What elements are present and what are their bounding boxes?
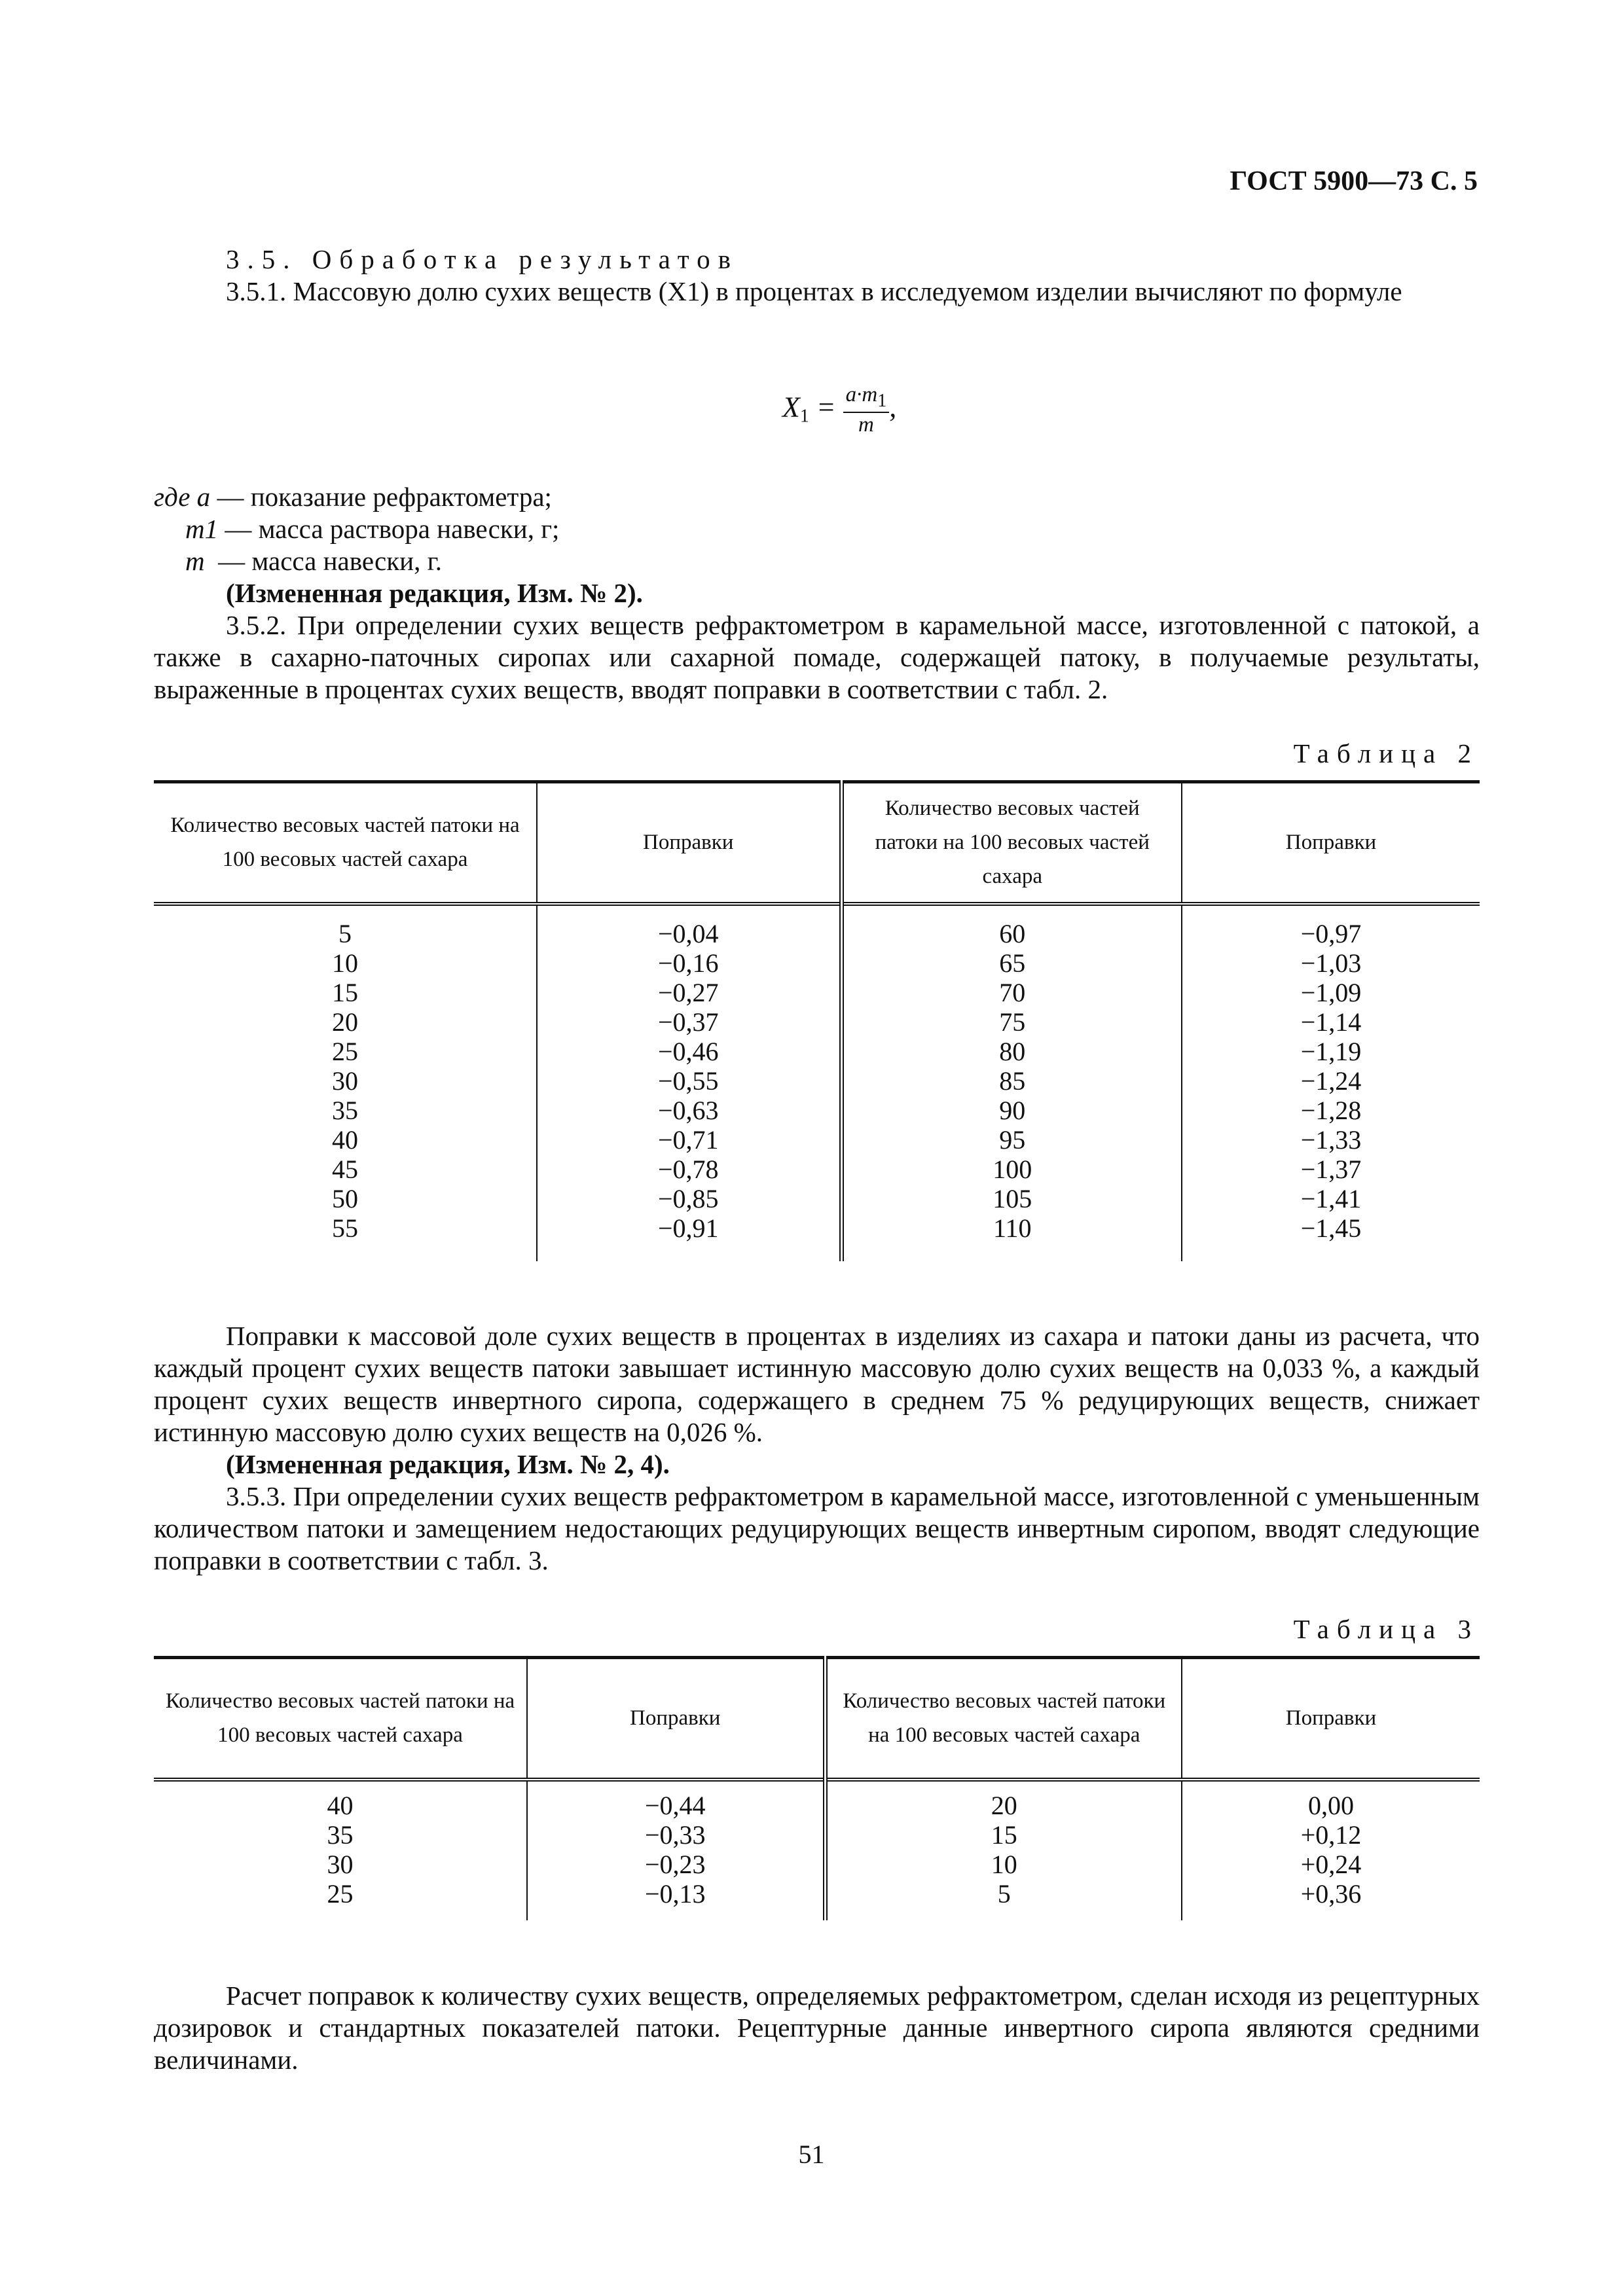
definition-text: — масса раствора навески, г; [218, 514, 560, 544]
table-spacer-row [154, 1909, 1480, 1920]
table-cell: −0,91 [537, 1213, 841, 1243]
table-row [154, 1155, 1480, 1184]
table-cell: 30 [154, 1850, 527, 1879]
definition-text: — показание рефрактометра; [210, 482, 552, 512]
table-cell: 10 [154, 948, 537, 978]
table-cell: −1,19 [1300, 1036, 1362, 1066]
table-cell: −0,63 [537, 1096, 841, 1125]
table-2-caption: Таблица 2 [1293, 738, 1479, 768]
table-row [154, 1879, 1480, 1909]
table-cell: 85 [841, 1066, 1182, 1096]
spacer-cell [1182, 1780, 1480, 1791]
table-cell: +0,24 [1300, 1849, 1362, 1879]
spacer-cell [537, 904, 841, 919]
definition-symbol: m1 [185, 514, 219, 544]
table-cell: −0,71 [537, 1125, 841, 1155]
table-cell: −1,24 [1300, 1066, 1362, 1096]
table-cell: 65 [841, 948, 1182, 978]
paragraph-3-5-3: 3.5.3. При определении сухих веществ рефрактометром в карамельной массе, изготовленной с уменьшенным количеством патоки и замещением недостающих редуцирующих веществ инвертным сиропом, вводят следующие поправки в соответствии с табл. 3. [154, 1481, 1480, 1575]
column-header: Поправки [1182, 782, 1480, 904]
table-row [154, 978, 1480, 1007]
table-cell: −0,44 [527, 1791, 825, 1820]
table-spacer-row [154, 1780, 1480, 1791]
formula-equals: = [816, 391, 836, 423]
table-cell: 25 [154, 1879, 527, 1909]
table-row [154, 1066, 1480, 1096]
table-2-body [154, 904, 1480, 1261]
table-cell: 20 [825, 1791, 1182, 1820]
spacer-cell [537, 1243, 841, 1261]
table-cell: −0,33 [527, 1820, 825, 1850]
table-cell: 5 [825, 1879, 1182, 1909]
table-cell: 90 [841, 1096, 1182, 1125]
table-row [154, 1850, 1480, 1879]
table-cell: 55 [154, 1213, 537, 1243]
table-cell: 35 [154, 1096, 537, 1125]
table-cell: −1,37 [1300, 1154, 1362, 1184]
table-cell: 0,00 [1308, 1790, 1354, 1820]
table-cell: −0,13 [527, 1879, 825, 1909]
table-row [154, 1820, 1480, 1850]
table-row [154, 1213, 1480, 1243]
table-3-caption: Таблица 3 [1293, 1614, 1479, 1644]
spacer-cell [1182, 1243, 1480, 1261]
spacer-cell [841, 1243, 1182, 1261]
formula-denominator: m [858, 413, 874, 437]
page-number: 51 [798, 2140, 825, 2169]
table-cell: 15 [154, 978, 537, 1007]
table-cell: −1,41 [1300, 1183, 1362, 1213]
table-spacer-row [154, 904, 1480, 919]
table-spacer-row [154, 1243, 1480, 1261]
table-cell: −0,97 [1300, 918, 1362, 948]
section-3-5 [154, 243, 1480, 308]
spacer-cell [527, 1780, 825, 1791]
definition-text: — масса навески, г. [204, 546, 443, 576]
column-header: Поправки [1182, 1658, 1480, 1780]
formula-num-text: a·m [845, 383, 878, 406]
final-section [154, 1980, 1480, 2076]
table-cell: −1,09 [1300, 977, 1362, 1007]
table-cell: −0,23 [527, 1850, 825, 1879]
table-row [154, 919, 1480, 948]
formula [782, 383, 896, 437]
table-cell: −0,04 [537, 919, 841, 948]
column-header: Количество весовых частей патоки на 100 весовых частей сахара [154, 782, 537, 904]
table-cell: −0,55 [537, 1066, 841, 1096]
table-cell: −0,78 [537, 1155, 841, 1184]
column-header: Поправки [537, 782, 841, 904]
definition-symbol: m [185, 546, 205, 576]
section-title: 3.5. Обработка результатов [226, 244, 739, 274]
formula-lhs: X [782, 391, 800, 423]
spacer-cell [825, 1909, 1182, 1920]
table-3-body [154, 1780, 1480, 1920]
table-header-row [154, 782, 1480, 904]
table-cell: −1,28 [1300, 1095, 1362, 1125]
table-cell: 20 [154, 1007, 537, 1037]
table-cell: 75 [841, 1007, 1182, 1037]
spacer-cell [154, 1909, 527, 1920]
table-cell: 35 [154, 1820, 527, 1850]
table-row [154, 1007, 1480, 1037]
spacer-cell [1182, 904, 1480, 919]
table-cell: −0,16 [537, 948, 841, 978]
table-cell: −0,27 [537, 978, 841, 1007]
table-cell: 10 [825, 1850, 1182, 1879]
table-row [154, 1184, 1480, 1213]
table-row [154, 1096, 1480, 1125]
table-cell: 15 [825, 1820, 1182, 1850]
definitions [154, 481, 559, 577]
column-header: Количество весовых частей патоки на 100 весовых частей сахара [825, 1658, 1182, 1780]
table-cell: 5 [154, 919, 537, 948]
paragraph-3-5-2: 3.5.2. При определении сухих веществ рефрактометром в карамельной массе, изготовленной с патокой, а также в сахарно-паточных сиропах или сахарной помаде, содержащей патоку, в получаемые результаты, выраженные в процентах сухих веществ, вводят поправки в соответствии с табл. 2. [154, 610, 1480, 704]
section-after-table-2 [154, 1320, 1480, 1577]
formula-lhs-sub: 1 [799, 406, 809, 427]
table-cell: +0,12 [1300, 1820, 1362, 1850]
formula-fraction [843, 383, 890, 437]
formula-num-sub: 1 [877, 391, 887, 411]
table-cell: 105 [841, 1184, 1182, 1213]
spacer-cell [154, 1243, 537, 1261]
section-3-5-2 [154, 577, 1480, 706]
column-header: Количество весовых частей патоки на 100 весовых частей сахара [154, 1658, 527, 1780]
table-row [154, 1791, 1480, 1820]
paragraph-3-5-1: 3.5.1. Массовую долю сухих веществ (X1) в процентах в исследуемом изделии вычисляют по формуле [226, 276, 1402, 306]
formula-tail: , [889, 391, 897, 423]
table-cell: 80 [841, 1037, 1182, 1066]
definition-row [154, 513, 559, 545]
edit-note: (Измененная редакция, Изм. № 2, 4). [226, 1449, 670, 1479]
paragraph-final: Расчет поправок к количеству сухих веществ, определяемых рефрактометром, сделан исходя из рецептурных дозировок и стандартных показателей патоки. Рецептурные данные инвертного сиропа являются средними величинами. [154, 1981, 1480, 2075]
table-cell: 30 [154, 1066, 537, 1096]
table-cell: −1,33 [1300, 1124, 1362, 1155]
table-header-row [154, 1658, 1480, 1780]
table-3 [154, 1656, 1480, 1920]
table-cell: 40 [154, 1125, 537, 1155]
table-row [154, 1125, 1480, 1155]
table-cell: 45 [154, 1155, 537, 1184]
table-cell: −1,14 [1300, 1007, 1362, 1037]
table-cell: −0,85 [537, 1184, 841, 1213]
table-row [154, 1037, 1480, 1066]
column-header: Поправки [527, 1658, 825, 1780]
table-cell: 50 [154, 1184, 537, 1213]
paragraph-corrections-note: Поправки к массовой доле сухих веществ в процентах в изделиях из сахара и патоки даны из расчета, что каждый процент сухих веществ патоки завышает истинную массовую долю сухих веществ на 0,033 %, а каждый процент сухих веществ инвертного сиропа, содержащего в среднем 75 % редуцирующих веществ, снижает истинную массовую долю сухих веществ на 0,026 %. [154, 1321, 1480, 1447]
table-cell: 110 [841, 1213, 1182, 1243]
definition-symbol: где a [154, 482, 211, 512]
table-cell: −1,03 [1300, 948, 1362, 978]
definition-row [154, 545, 559, 577]
spacer-cell [841, 904, 1182, 919]
table-row [154, 948, 1480, 978]
spacer-cell [825, 1780, 1182, 1791]
table-cell: −1,45 [1300, 1213, 1362, 1243]
table-cell: +0,36 [1300, 1878, 1362, 1909]
table-cell: 95 [841, 1125, 1182, 1155]
table-2 [154, 780, 1480, 1261]
table-cell: 40 [154, 1791, 527, 1820]
spacer-cell [154, 1780, 527, 1791]
column-header: Количество весовых частей патоки на 100 весовых частей сахара [841, 782, 1182, 904]
definition-row [154, 481, 559, 513]
edit-note: (Измененная редакция, Изм. № 2). [226, 578, 643, 608]
table-cell: 100 [841, 1155, 1182, 1184]
table-cell: 60 [841, 919, 1182, 948]
spacer-cell [1182, 1909, 1480, 1920]
formula-numerator [843, 383, 890, 413]
spacer-cell [527, 1909, 825, 1920]
page-header: ГОСТ 5900—73 С. 5 [1230, 166, 1478, 196]
spacer-cell [154, 904, 537, 919]
table-cell: −0,46 [537, 1037, 841, 1066]
table-cell: 70 [841, 978, 1182, 1007]
table-cell: 25 [154, 1037, 537, 1066]
table-cell: −0,37 [537, 1007, 841, 1037]
